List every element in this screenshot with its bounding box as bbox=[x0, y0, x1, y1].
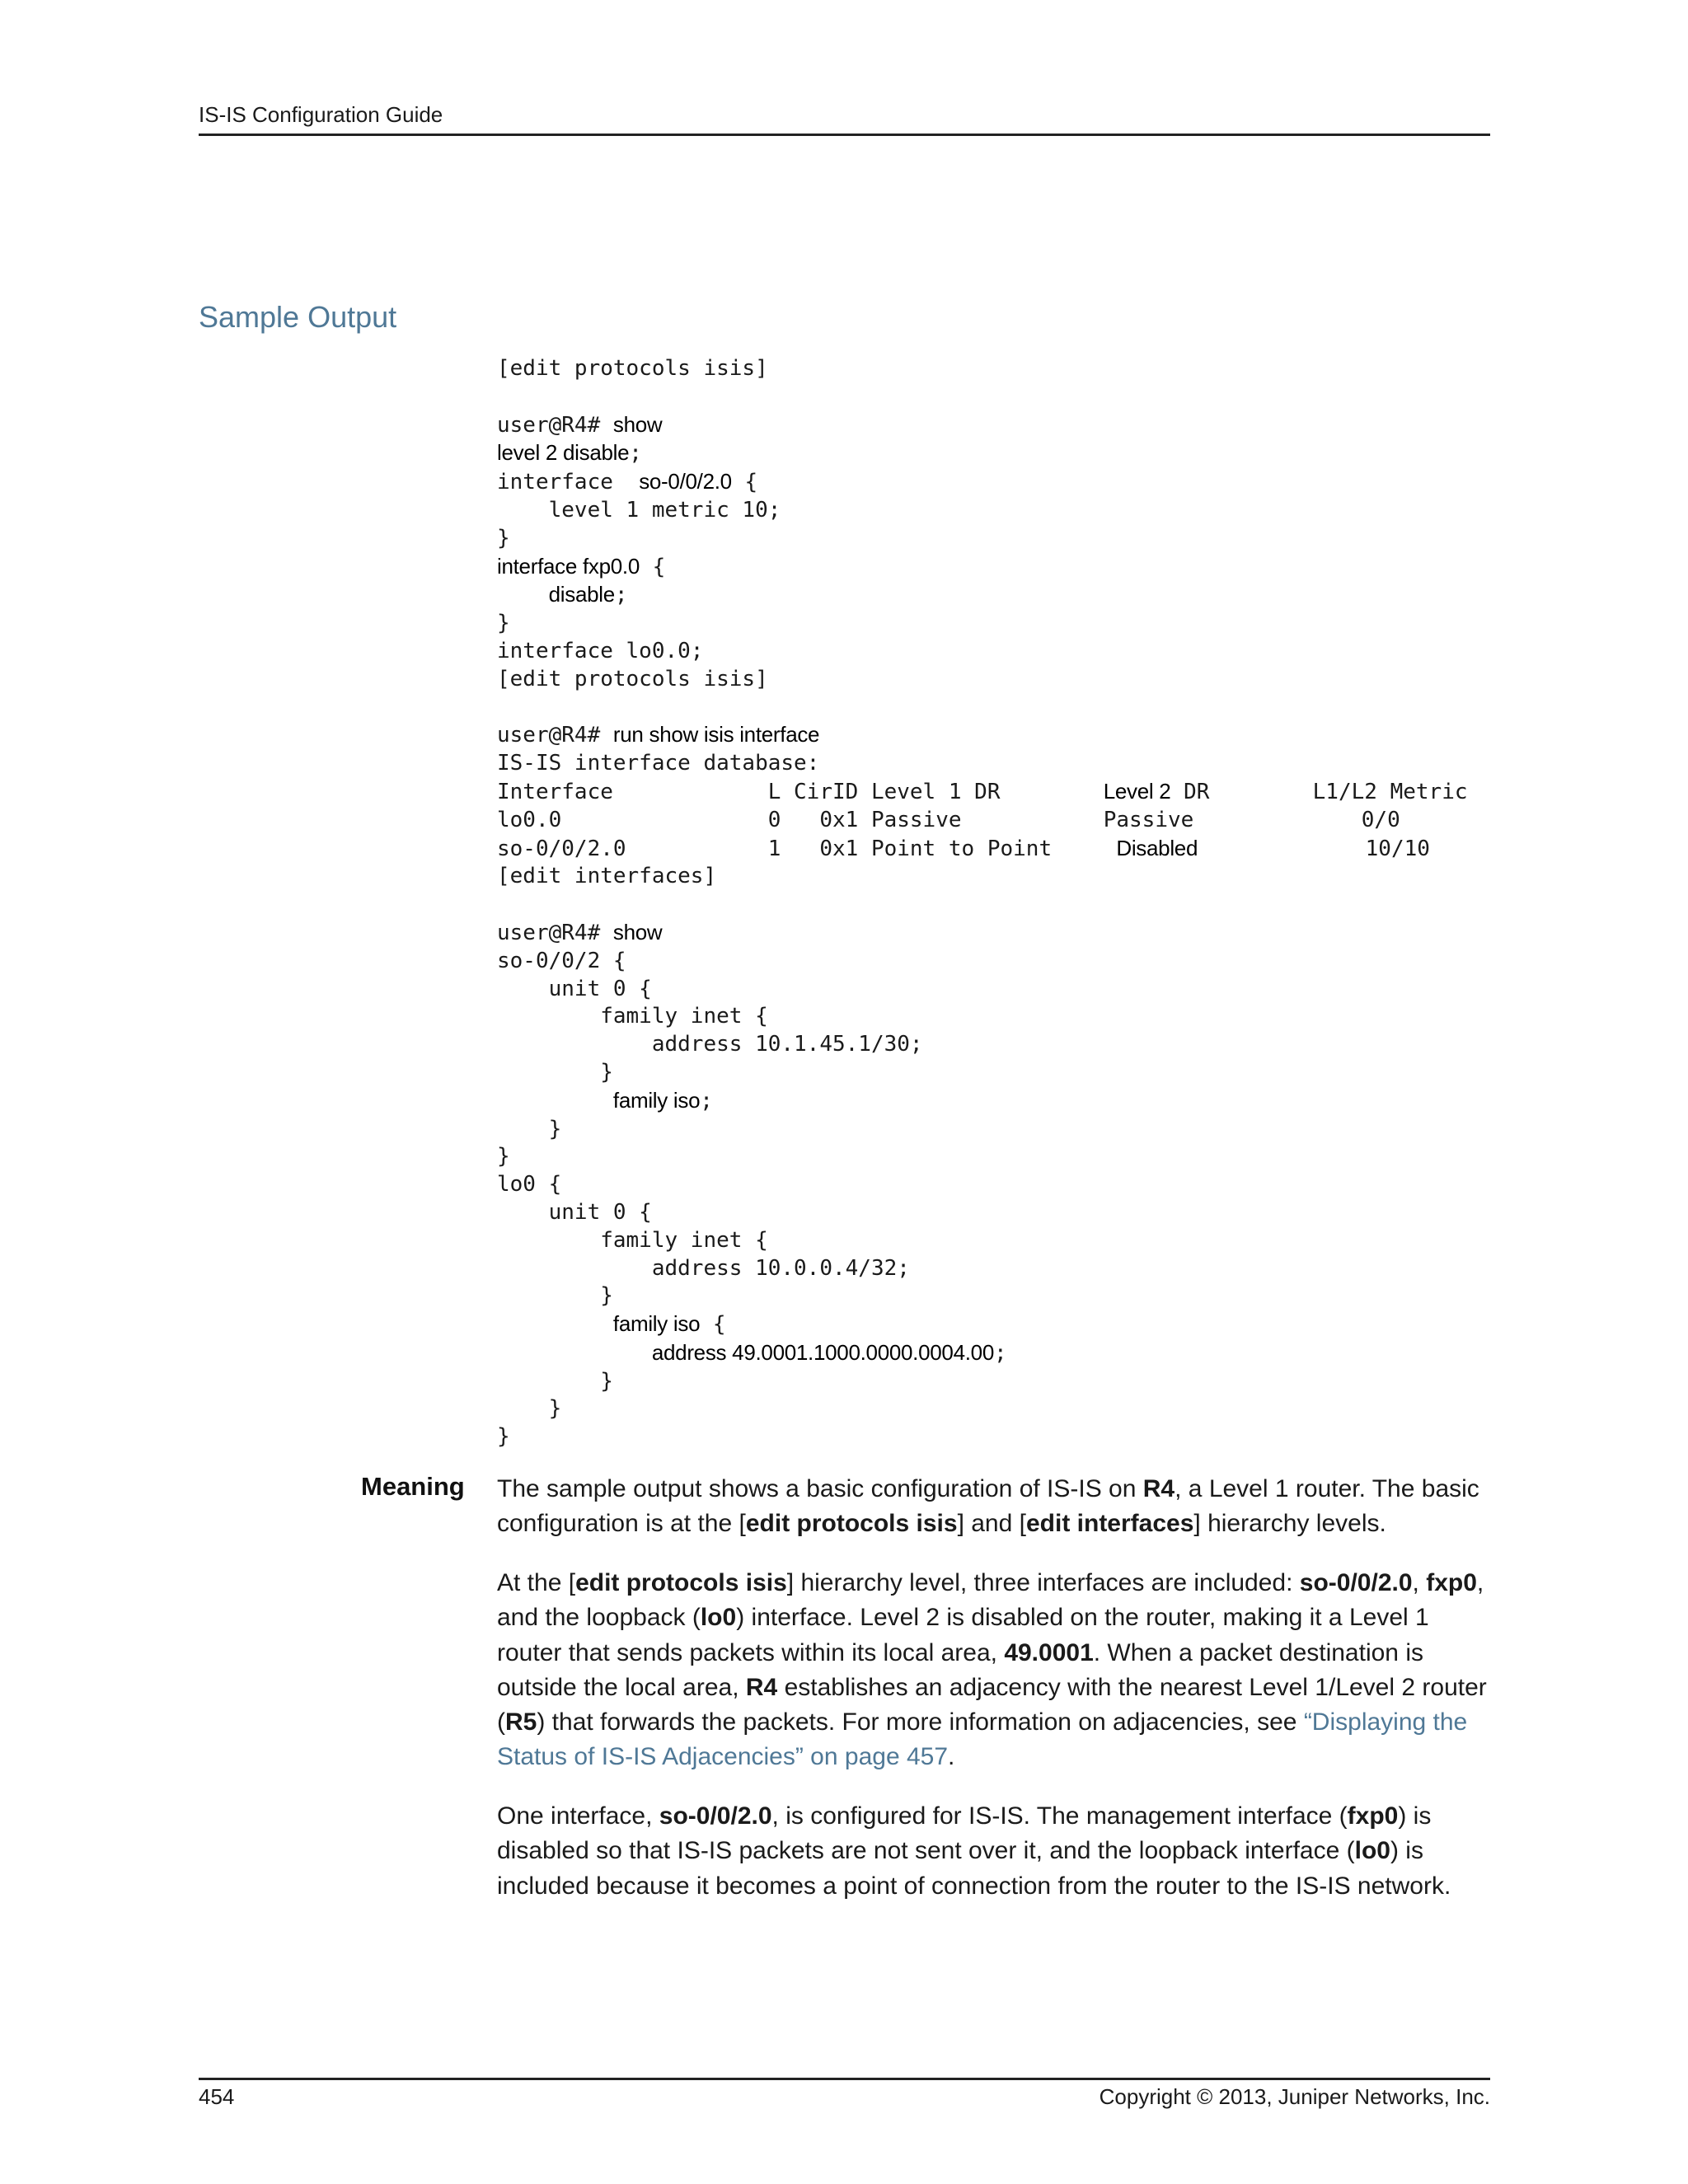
code-text: family inet { bbox=[497, 1227, 768, 1253]
code-line bbox=[497, 778, 1468, 807]
paragraph-text: ) is included because it becomes a point of connection from the router to the IS-IS network. bbox=[497, 1837, 1451, 1900]
code-line bbox=[497, 411, 1468, 440]
code-text: unit 0 { bbox=[497, 1199, 652, 1225]
code-line bbox=[497, 1059, 1468, 1087]
code-line bbox=[497, 355, 1468, 383]
code-line bbox=[497, 1003, 1468, 1031]
code-text: { bbox=[731, 470, 758, 495]
code-text: } bbox=[497, 611, 510, 636]
inline-term: lo0 bbox=[1354, 1837, 1390, 1865]
code-text bbox=[497, 583, 549, 607]
paragraph-text: ) interface. Level 2 is disabled on the router, making it a Level 1 router that sends packets within its local area, bbox=[497, 1604, 1429, 1666]
code-command: Level 2 bbox=[1103, 778, 1171, 804]
inline-term: fxp0 bbox=[1426, 1569, 1477, 1596]
inline-term: edit interfaces bbox=[1025, 1510, 1194, 1538]
code-line bbox=[497, 553, 1468, 582]
code-line bbox=[497, 919, 1468, 948]
code-text: } bbox=[497, 1059, 613, 1085]
paragraph-text: ) is disabled so that IS-IS packets are not sent over it, and the loopback interface ( bbox=[497, 1802, 1432, 1865]
code-line bbox=[497, 721, 1468, 750]
code-text: } bbox=[497, 1283, 613, 1309]
code-text: interface bbox=[497, 470, 640, 495]
code-text: unit 0 { bbox=[497, 976, 652, 1001]
code-line bbox=[497, 1143, 1468, 1171]
code-command: disable bbox=[548, 582, 615, 607]
code-line bbox=[497, 750, 1468, 778]
paragraph-text: . bbox=[948, 1743, 955, 1771]
code-command: family iso bbox=[612, 1087, 701, 1113]
code-text: interface lo0.0; bbox=[497, 638, 704, 663]
inline-term: R5 bbox=[505, 1708, 537, 1736]
paragraph-text: At the [ bbox=[497, 1569, 576, 1596]
paragraph-text: establishes an adjacency with the nearest Level 1/Level 2 router ( bbox=[497, 1673, 1487, 1736]
code-line bbox=[497, 468, 1468, 497]
paragraph-text: , is configured for IS-IS. The management interface ( bbox=[771, 1802, 1348, 1830]
code-text: } bbox=[497, 1396, 562, 1422]
code-line bbox=[497, 948, 1468, 976]
paragraph-text: ] and [ bbox=[957, 1510, 1026, 1538]
code-line bbox=[497, 1339, 1468, 1368]
code-command: Disabled bbox=[1116, 835, 1198, 860]
code-text: so-0/0/2 { bbox=[497, 948, 626, 973]
code-line bbox=[497, 694, 1468, 722]
code-line bbox=[497, 1423, 1468, 1451]
code-text: } bbox=[497, 1368, 613, 1394]
meaning-paragraph bbox=[497, 1566, 1490, 1775]
code-text: 10/10 bbox=[1198, 836, 1430, 861]
code-line bbox=[497, 1282, 1468, 1310]
code-text: lo0.0 0 0x1 Passive Passive 0/0 bbox=[497, 807, 1400, 832]
running-header: IS-IS Configuration Guide bbox=[199, 102, 443, 127]
code-text: [edit protocols isis] bbox=[497, 356, 768, 381]
code-text: so-0/0/2.0 1 0x1 Point to Point bbox=[497, 836, 1117, 861]
code-text: { bbox=[700, 1312, 726, 1338]
code-text: { bbox=[639, 554, 666, 579]
inline-term: so-0/0/2.0 bbox=[1299, 1569, 1413, 1596]
code-line bbox=[497, 1255, 1468, 1283]
code-text bbox=[497, 1312, 613, 1337]
inline-term: R4 bbox=[1142, 1475, 1175, 1502]
code-line bbox=[497, 863, 1468, 891]
code-text: IS-IS interface database: bbox=[497, 751, 820, 776]
code-line bbox=[497, 1227, 1468, 1255]
code-text: ; bbox=[993, 1340, 1007, 1366]
page-number: 454 bbox=[199, 2084, 235, 2109]
code-line bbox=[497, 638, 1468, 666]
code-line bbox=[497, 1171, 1468, 1199]
inline-term: edit protocols isis bbox=[575, 1569, 787, 1596]
section-heading: Sample Output bbox=[199, 300, 397, 334]
paragraph-text: , bbox=[1412, 1569, 1427, 1596]
code-line bbox=[497, 383, 1468, 411]
code-text: level 1 metric 10; bbox=[497, 497, 781, 523]
code-text bbox=[497, 1341, 652, 1366]
code-line bbox=[497, 1395, 1468, 1423]
code-command: interface fxp0.0 bbox=[497, 553, 640, 579]
header-rule bbox=[199, 134, 1490, 136]
code-text: } bbox=[497, 1424, 510, 1450]
code-text: user@R4# bbox=[497, 723, 613, 748]
code-command: so-0/0/2.0 bbox=[639, 469, 732, 494]
inline-term: edit protocols isis bbox=[745, 1510, 958, 1538]
code-command: family iso bbox=[612, 1311, 701, 1337]
code-text: address 10.1.45.1/30; bbox=[497, 1032, 923, 1057]
code-line bbox=[497, 807, 1468, 835]
code-text: Interface L CirID Level 1 DR bbox=[497, 779, 1104, 804]
code-text: address 10.0.0.4/32; bbox=[497, 1255, 910, 1281]
code-command: run show isis interface bbox=[612, 722, 820, 748]
paragraph-text: One interface, bbox=[497, 1802, 659, 1830]
code-line bbox=[497, 1199, 1468, 1227]
code-line bbox=[497, 610, 1468, 638]
code-text: } bbox=[497, 525, 510, 551]
code-text: [edit protocols isis] bbox=[497, 666, 768, 691]
code-command: show bbox=[612, 919, 663, 944]
cross-reference-link[interactable]: “Displaying the Status of IS-IS Adjacencies” on page 457 bbox=[497, 1708, 1468, 1771]
code-text: ; bbox=[629, 441, 642, 466]
paragraph-text: ] hierarchy levels. bbox=[1193, 1510, 1386, 1538]
code-text: family inet { bbox=[497, 1004, 768, 1029]
code-command: show bbox=[612, 411, 663, 437]
code-line bbox=[497, 525, 1468, 553]
code-line bbox=[497, 1116, 1468, 1144]
code-line bbox=[497, 439, 1468, 468]
code-block bbox=[497, 355, 1468, 1451]
code-line bbox=[497, 1031, 1468, 1059]
paragraph-text: , and the loopback ( bbox=[497, 1569, 1484, 1632]
meaning-paragraph bbox=[497, 1472, 1490, 1542]
code-line bbox=[497, 891, 1468, 919]
code-text: ; bbox=[614, 583, 628, 608]
code-line bbox=[497, 581, 1468, 610]
code-text: [edit interfaces] bbox=[497, 864, 717, 889]
meaning-label: Meaning bbox=[361, 1472, 465, 1501]
paragraph-text: , a Level 1 router. The basic configuration is at the [ bbox=[497, 1475, 1479, 1538]
code-text: DR L1/L2 Metric bbox=[1170, 779, 1468, 804]
footer-rule bbox=[199, 2078, 1490, 2080]
code-line bbox=[497, 835, 1468, 864]
paragraph-text: ] hierarchy level, three interfaces are included: bbox=[786, 1569, 1300, 1596]
code-line bbox=[497, 1310, 1468, 1339]
code-text bbox=[497, 1089, 613, 1113]
paragraph-text: . When a packet destination is outside the local area, bbox=[497, 1638, 1423, 1701]
inline-term: 49.0001 bbox=[1004, 1638, 1094, 1666]
copyright-notice: Copyright © 2013, Juniper Networks, Inc. bbox=[1099, 2084, 1490, 2109]
code-text: lo0 { bbox=[497, 1172, 562, 1197]
inline-term: fxp0 bbox=[1347, 1802, 1399, 1830]
code-line bbox=[497, 1087, 1468, 1116]
paragraph-text: ) that forwards the packets. For more information on adjacencies, see bbox=[537, 1708, 1304, 1736]
code-line bbox=[497, 666, 1468, 694]
code-text: } bbox=[497, 1116, 562, 1141]
inline-term: so-0/0/2.0 bbox=[659, 1802, 772, 1830]
code-text: user@R4# bbox=[497, 920, 613, 945]
code-line bbox=[497, 976, 1468, 1004]
meaning-paragraph bbox=[497, 1799, 1490, 1904]
code-line bbox=[497, 497, 1468, 525]
code-text: } bbox=[497, 1144, 510, 1169]
inline-term: lo0 bbox=[700, 1604, 737, 1632]
code-line bbox=[497, 1368, 1468, 1396]
code-text: ; bbox=[700, 1088, 713, 1113]
code-text: user@R4# bbox=[497, 412, 613, 438]
paragraph-text: The sample output shows a basic configuration of IS-IS on bbox=[497, 1475, 1143, 1502]
code-command: address 49.0001.1000.0000.0004.00 bbox=[651, 1339, 994, 1365]
inline-term: R4 bbox=[745, 1673, 778, 1701]
code-command: level 2 disable bbox=[497, 440, 630, 466]
